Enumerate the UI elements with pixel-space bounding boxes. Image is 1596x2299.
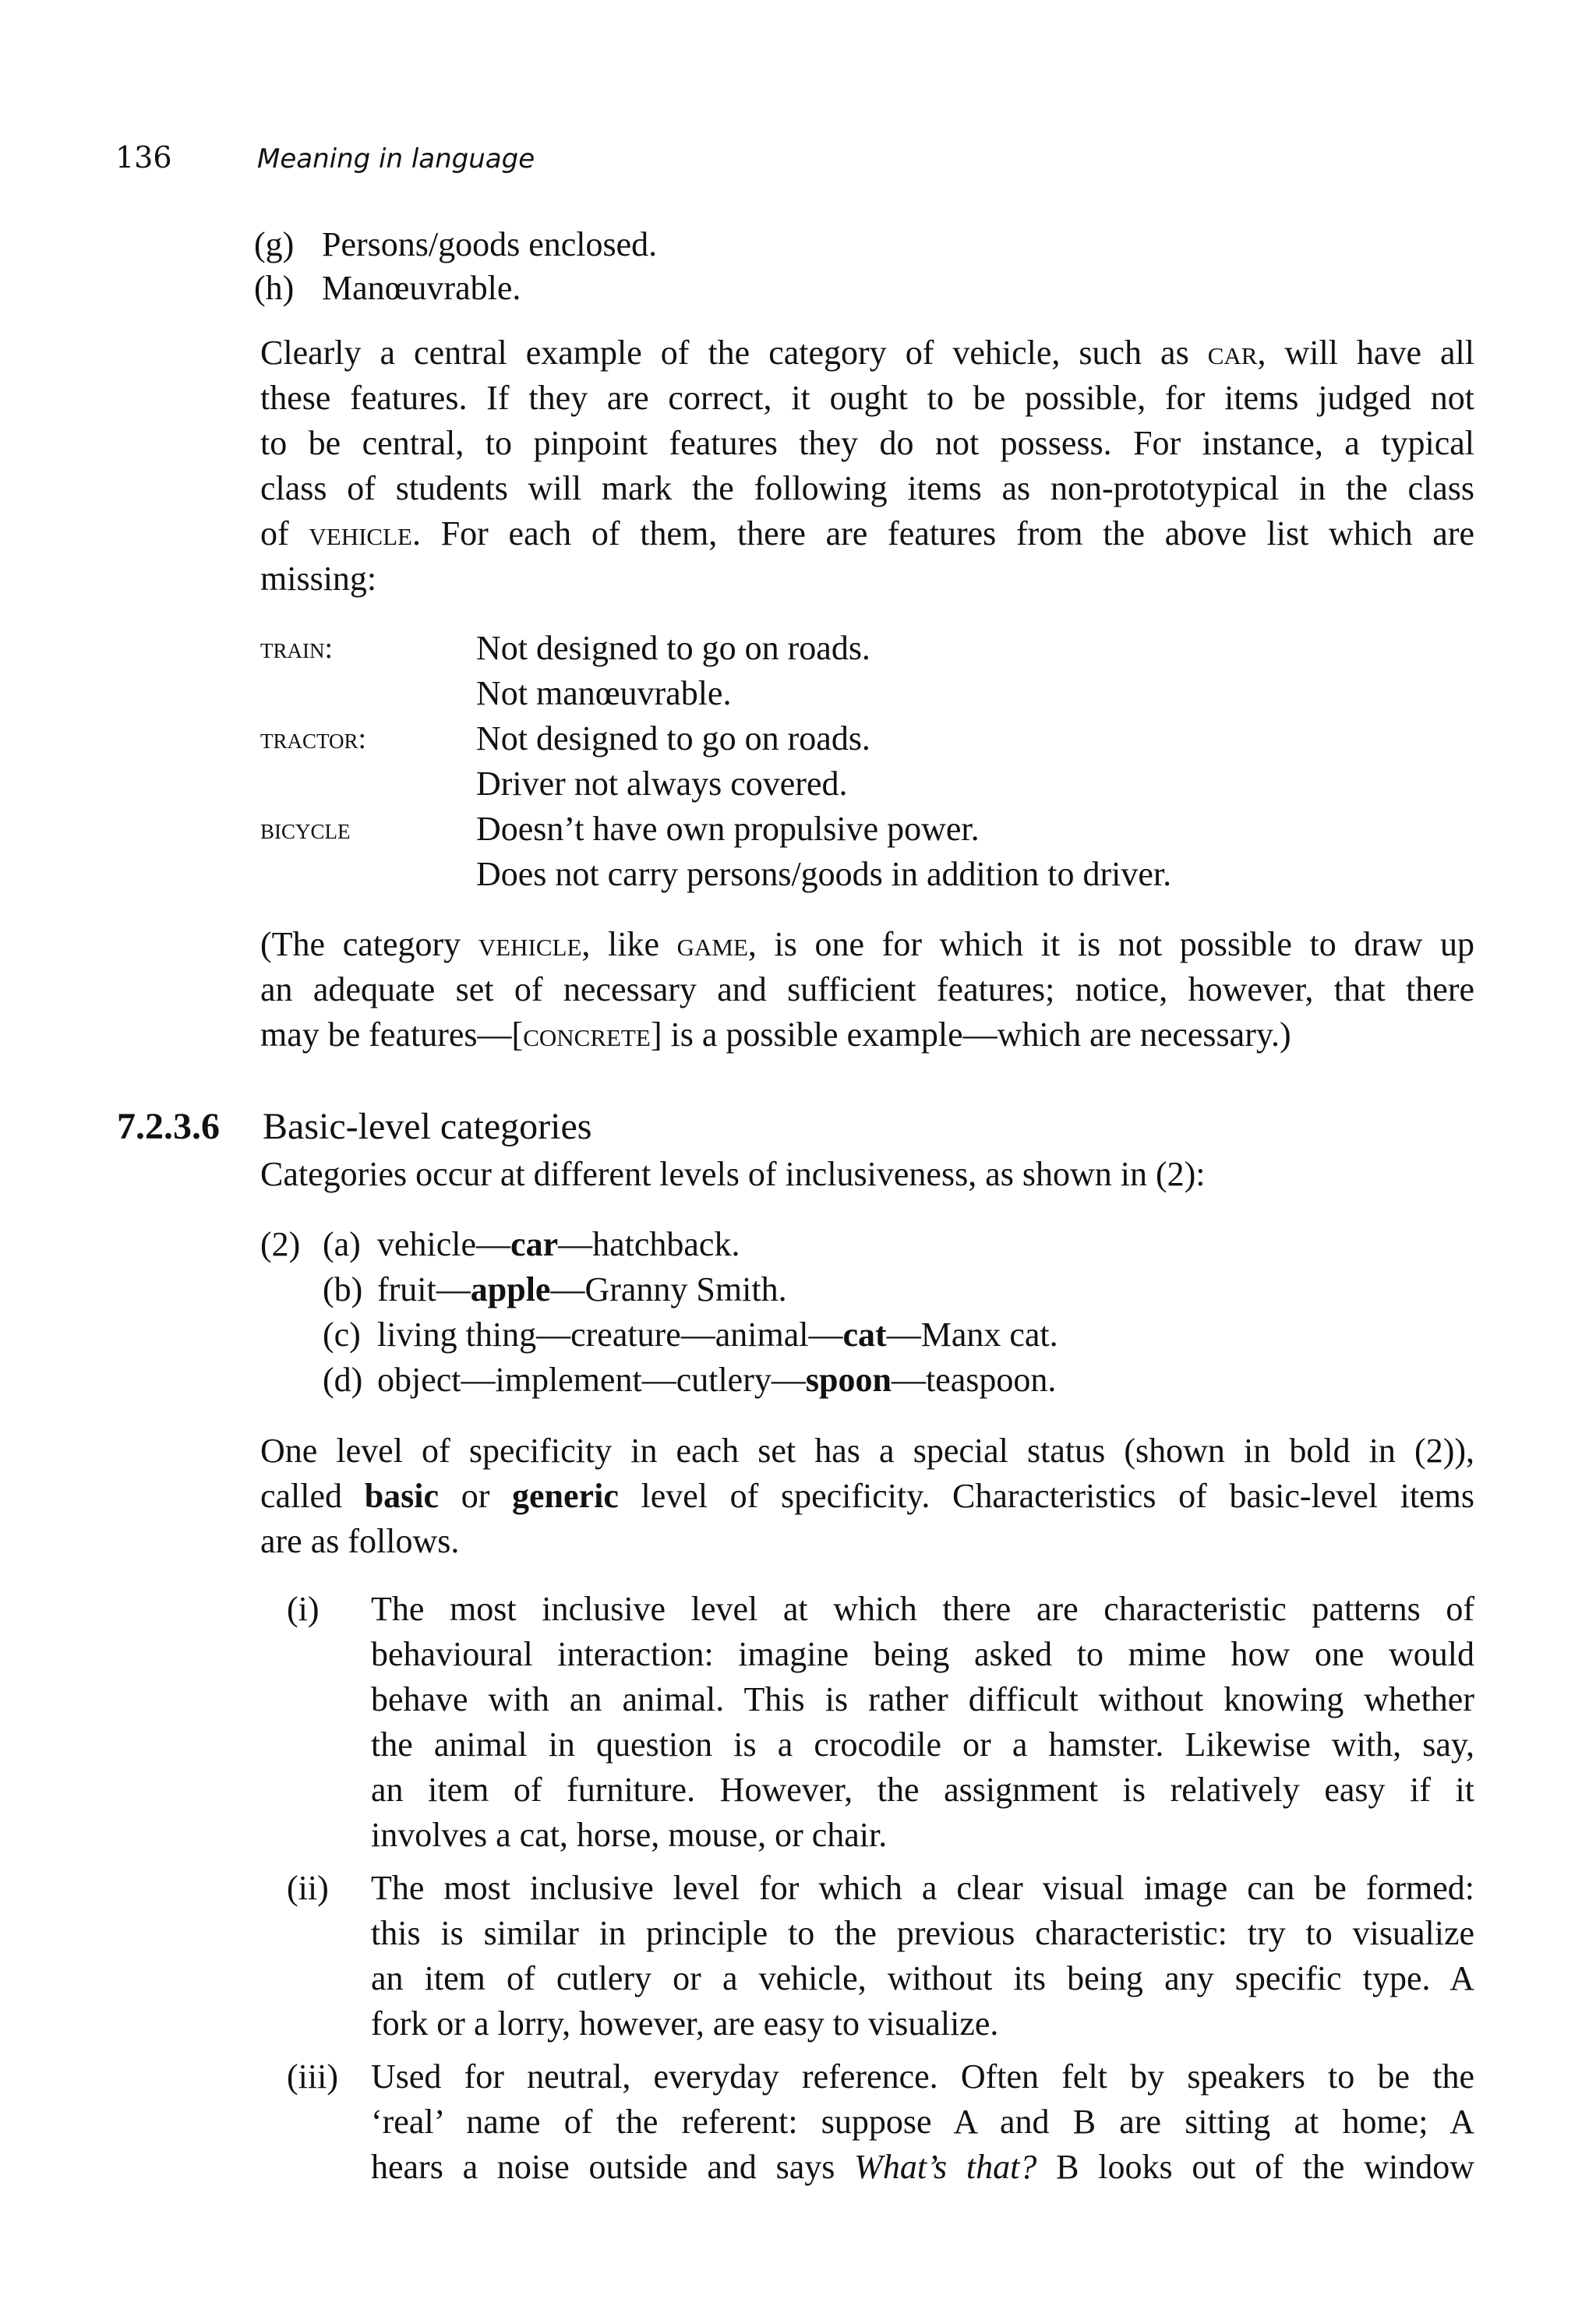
item-text: Manœuvrable.: [322, 269, 521, 307]
text-line: [260, 1474, 1474, 1519]
text-line: ‘real’ name of the referent: suppose A and B are sitting at home; A: [371, 2103, 1474, 2141]
text-span: hears a noise outside and says: [371, 2148, 855, 2186]
text-span: B looks out of the window: [1036, 2148, 1474, 2186]
example-row: [260, 1267, 1429, 1312]
text-span: level of specificity. Characteristics of basic-level items: [618, 1477, 1474, 1515]
example-2: [260, 1222, 1429, 1403]
key-term: generic: [512, 1477, 619, 1515]
item-text: [377, 1358, 1056, 1403]
text-span: Clearly a central example of the category of vehicle, such as: [260, 334, 1208, 372]
text-line: the animal in question is a crocodile or a hamster. Likewise with, say,: [371, 1725, 1474, 1764]
text-line: an item of furniture. However, the assignment is relatively easy if it: [371, 1771, 1474, 1809]
item-label: (iii): [287, 2057, 338, 2096]
list-item: [254, 223, 1423, 267]
category-term: bicycle: [260, 813, 351, 846]
item-text: [377, 1267, 787, 1312]
key-term: basic: [364, 1477, 440, 1515]
example-row: [260, 1312, 1429, 1358]
list-item: [254, 267, 1423, 310]
basic-level-term: spoon: [805, 1361, 892, 1399]
text-line: class of students will mark the following items as non-prototypical in the class: [260, 469, 1474, 507]
text-span: called: [260, 1477, 365, 1515]
item-label: (a): [323, 1225, 361, 1263]
page-number: 136: [115, 140, 172, 175]
paragraph-central-example: [260, 330, 1474, 602]
text-line: [260, 511, 1474, 556]
text-line: an adequate set of necessary and sufficient features; notice, however, that there: [260, 970, 1474, 1008]
list-item: [287, 2054, 1474, 2190]
basic-level-term: car: [510, 1225, 559, 1263]
text-line: fork or a lorry, however, are easy to visualize.: [371, 2004, 999, 2043]
text-span: —Granny Smith.: [550, 1270, 787, 1308]
text-span: object—implement—cutlery—: [377, 1361, 806, 1399]
table-row: [260, 716, 1476, 761]
text-line: One level of specificity in each set has a special status (shown in bold in (2)),: [260, 1432, 1474, 1470]
text-line: Categories occur at different levels of inclusiveness, as shown in (2):: [260, 1155, 1206, 1193]
example-number: (2): [260, 1225, 301, 1263]
text-line: [260, 330, 1474, 376]
text-span: . For each of them, there are features from the above list which are: [411, 514, 1475, 553]
text-line: The most inclusive level at which there are characteristic patterns of: [371, 1590, 1474, 1628]
table-row: [260, 626, 1476, 671]
text-span: vehicle—: [377, 1225, 511, 1263]
missing-feature: Not designed to go on roads.: [476, 629, 870, 667]
text-line: missing:: [260, 560, 377, 598]
category-term: car: [1207, 334, 1258, 372]
text-line: Used for neutral, everyday reference. Often felt by speakers to be the: [371, 2057, 1474, 2096]
text-span: —teaspoon.: [891, 1361, 1057, 1399]
text-span: —Manx cat.: [886, 1315, 1058, 1354]
basic-level-term: cat: [842, 1315, 887, 1354]
text-line: behave with an animal. This is rather difficult without knowing whether: [371, 1680, 1474, 1718]
table-row: [260, 671, 1476, 716]
section-title: Basic-level categories: [263, 1106, 592, 1147]
item-text: [377, 1312, 1058, 1358]
text-span: of: [260, 514, 309, 553]
item-label: (h): [254, 269, 295, 307]
item-text: Persons/goods enclosed.: [322, 225, 658, 263]
running-title: Meaning in language: [257, 143, 535, 175]
text-span: living thing—creature—animal—: [377, 1315, 843, 1354]
missing-feature: Not designed to go on roads.: [476, 719, 870, 758]
text-line: involves a cat, horse, mouse, or chair.: [371, 1816, 888, 1854]
text-span: fruit—: [377, 1270, 471, 1308]
item-text: [377, 1222, 740, 1267]
example-row: [260, 1358, 1429, 1403]
text-span: , will have all: [1257, 334, 1474, 372]
category-term: game: [676, 925, 748, 963]
text-line: The most inclusive level for which a clear visual image can be formed:: [371, 1869, 1474, 1907]
category-term: train:: [260, 632, 334, 665]
basic-level-term: apple: [470, 1270, 551, 1308]
table-row: [260, 807, 1476, 852]
text-span: ] is a possible example—which are necessary.): [650, 1015, 1291, 1054]
running-head: [115, 137, 535, 178]
category-term: vehicle: [478, 925, 582, 963]
item-label: (g): [254, 225, 295, 263]
text-line: an item of cutlery or a vehicle, without its being any specific type. A: [371, 1959, 1474, 1997]
table-row: [260, 761, 1476, 807]
text-span: (The category: [260, 925, 478, 963]
text-line: these features. If they are correct, it ought to be possible, for items judged not: [260, 379, 1474, 417]
text-span: , is one for which it is not possible to draw up: [747, 925, 1475, 963]
missing-feature: Driver not always covered.: [476, 765, 848, 803]
characteristics-list: [287, 1587, 1474, 2190]
missing-feature: Doesn’t have own propulsive power.: [476, 810, 980, 848]
missing-features-table: [260, 626, 1476, 897]
item-label: (i): [287, 1590, 320, 1628]
text-line: behavioural interaction: imagine being asked to mime how one would: [371, 1635, 1474, 1673]
text-line: are as follows.: [260, 1522, 460, 1560]
text-line: [260, 922, 1474, 967]
missing-feature: Not manœuvrable.: [476, 674, 732, 712]
feature-list-continued: [254, 223, 1423, 310]
paragraph-basic-level: [260, 1428, 1474, 1564]
list-item: [287, 1587, 1474, 1858]
text-span: may be features—[: [260, 1015, 524, 1054]
text-span: or: [439, 1477, 513, 1515]
table-row: [260, 852, 1476, 897]
intro-sentence: [260, 1152, 1474, 1197]
category-term: tractor:: [260, 722, 367, 755]
category-term: vehicle: [309, 514, 412, 553]
section-heading: [117, 1102, 591, 1152]
text-line: [260, 1012, 1474, 1058]
paragraph-vehicle-game: [260, 922, 1474, 1058]
quoted-utterance: What’s that?: [854, 2148, 1037, 2186]
text-span: —hatchback.: [558, 1225, 740, 1263]
text-span: , like: [581, 925, 677, 963]
feature-term: concrete: [523, 1015, 651, 1054]
list-item: [287, 1866, 1474, 2046]
text-line: to be central, to pinpoint features they do not possess. For instance, a typical: [260, 424, 1474, 462]
text-line: this is similar in principle to the previous characteristic: try to visualize: [371, 1914, 1474, 1952]
item-label: (d): [323, 1361, 363, 1399]
text-line: [371, 2145, 1474, 2190]
example-row: [260, 1222, 1429, 1267]
section-number: 7.2.3.6: [117, 1106, 220, 1147]
item-label: (c): [323, 1315, 361, 1354]
missing-feature: Does not carry persons/goods in addition to driver.: [476, 855, 1172, 893]
item-label: (ii): [287, 1869, 329, 1907]
item-label: (b): [323, 1270, 363, 1308]
